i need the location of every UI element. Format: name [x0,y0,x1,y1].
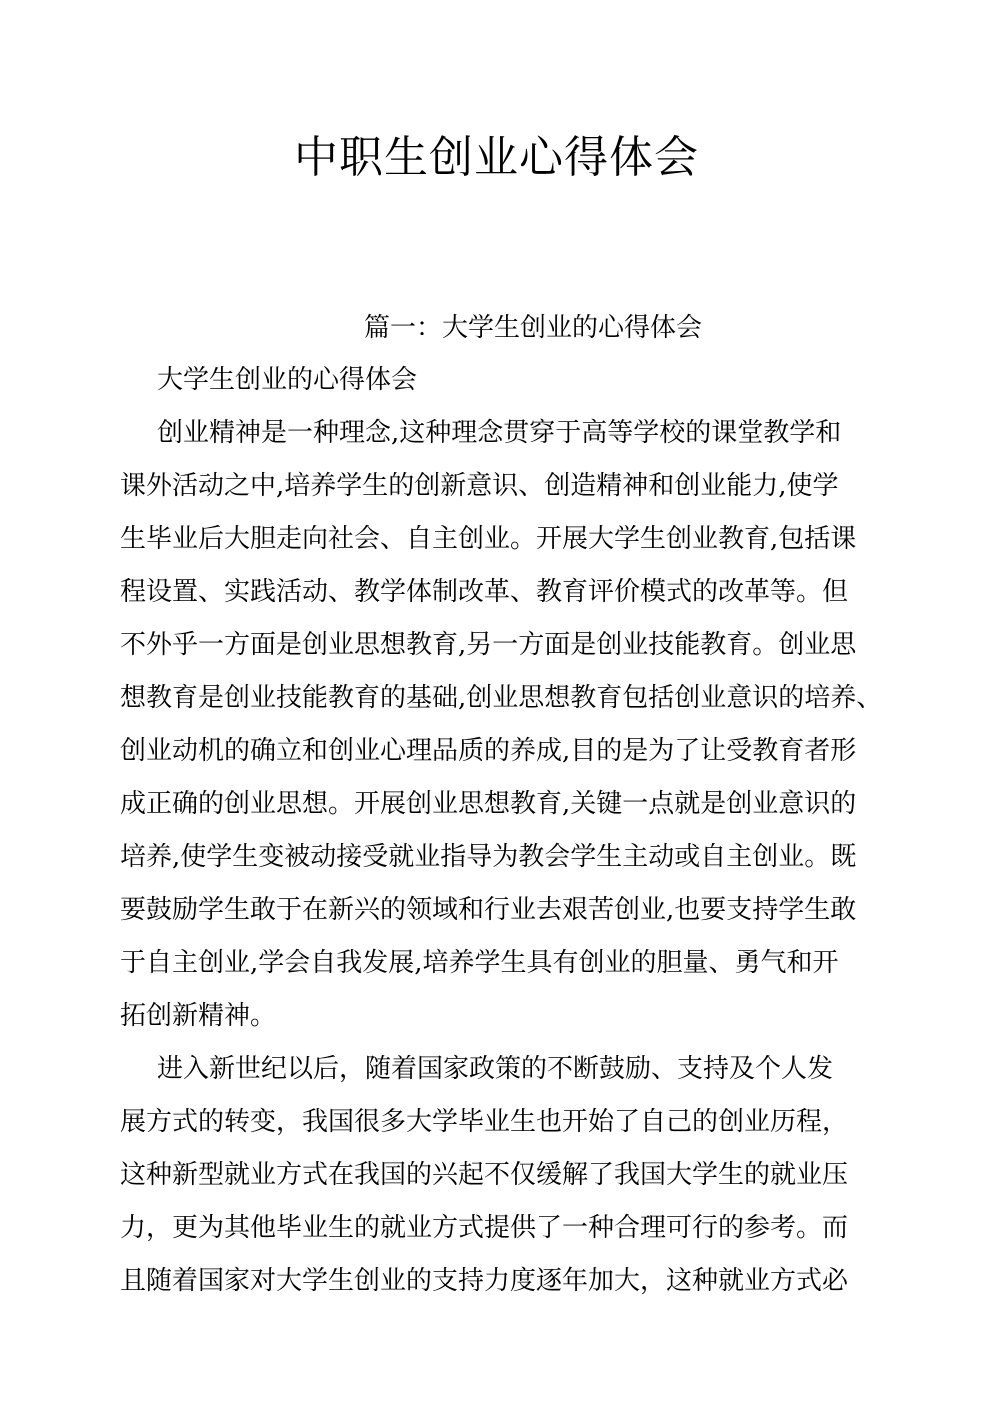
subheading-line: 大学生创业的心得体会 [157,365,418,395]
body-line: 进入新世纪以后，随着国家政策的不断鼓励、支持及个人发 [157,1054,834,1084]
body-line: 力，更为其他毕业生的就业方式提供了一种合理可行的参考。而 [120,1213,849,1243]
body-line: 培养,使学生变被动接受就业指导为教会学生主动或自主创业。既 [120,842,857,872]
body-line: 课外活动之中,培养学生的创新意识、创造精神和创业能力,使学 [120,471,839,501]
body-line: 不外乎一方面是创业思想教育,另一方面是创业技能教育。创业思 [120,630,857,660]
body-line: 生毕业后大胆走向社会、自主创业。开展大学生创业教育,包括课 [120,524,857,554]
body-line: 且随着国家对大学生创业的支持力度逐年加大，这种就业方式必 [120,1266,849,1296]
body-line: 想教育是创业技能教育的基础,创业思想教育包括创业意识的培养、 [120,683,883,713]
section-heading: 篇一：大学生创业的心得体会 [364,313,703,343]
body-line: 拓创新精神。 [120,1001,277,1031]
body-line: 展方式的转变，我国很多大学毕业生也开始了自己的创业历程， [120,1107,849,1137]
body-line: 要鼓励学生敢于在新兴的领域和行业去艰苦创业,也要支持学生敢 [120,895,857,925]
body-line: 于自主创业,学会自我发展,培养学生具有创业的胆量、勇气和开 [120,948,839,978]
body-line: 程设置、实践活动、教学体制改革、教育评价模式的改革等。但 [120,577,849,607]
body-line: 创业精神是一种理念,这种理念贯穿于高等学校的课堂教学和 [157,418,842,448]
body-line: 这种新型就业方式在我国的兴起不仅缓解了我国大学生的就业压 [120,1160,849,1190]
document-title: 中职生创业心得体会 [294,132,699,183]
body-line: 创业动机的确立和创业心理品质的养成,目的是为了让受教育者形 [120,736,857,766]
body-line: 成正确的创业思想。开展创业思想教育,关键一点就是创业意识的 [120,789,857,819]
